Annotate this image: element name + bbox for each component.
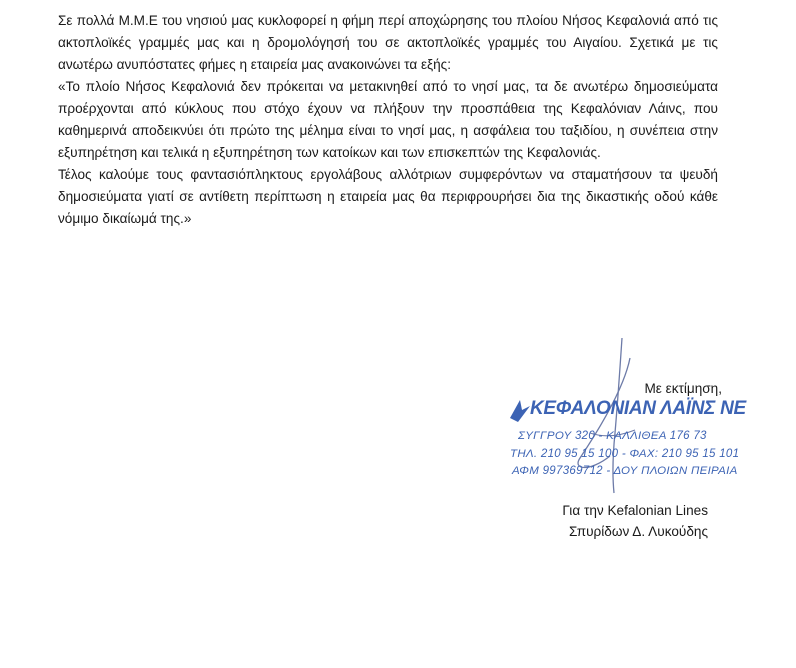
signatory-block — [562, 500, 708, 542]
company-stamp — [508, 396, 768, 490]
paragraph-warning: Τέλος καλούμε τους φαντασιόπληκτους εργολάβους αλλότριων συμφερόντων να σταματήσουν τα ψευδή δημοσιεύματα γιατί σε αντίθετη περίπτωση η εταιρεία μας θα περιφρουρήσει δια της δικαστικής οδού κάθε νόμιμο δικαίωμά της.» — [58, 167, 718, 226]
paragraph-rumor: Σε πολλά Μ.Μ.Ε του νησιού μας κυκλοφορεί η φήμη περί αποχώρησης του πλοίου Νήσος Κεφαλονιά από τις ακτοπλοϊκές γραμμές μας και η δρομολόγησή του σε ακτοπλοϊκές γραμμές του Αιγαίου. Σχετικά με τις ανωτέρω ανυπόστατες φήμες η εταιρεία μας ανακοινώνει τα εξής: — [58, 13, 718, 72]
stamp-address: ΣΥΓΓΡΟΥ 320 - ΚΑΛΛΙΘΕΑ 176 73 — [518, 430, 707, 442]
letter-body — [58, 10, 718, 230]
seagull-logo-icon — [508, 396, 532, 424]
on-behalf-line: Για την Kefalonian Lines — [562, 503, 708, 518]
stamp-company-name: ΚΕΦΑΛΟΝΙΑΝ ΛΑΪΝΣ ΝΕ — [530, 398, 746, 419]
stamp-tax-id: ΑΦΜ 997369712 - ΔΟΥ ΠΛΟΙΩΝ ΠΕΙΡΑΙΑ — [512, 465, 738, 477]
signatory-name: Σπυρίδων Δ. Λυκούδης — [568, 524, 708, 539]
closing-text: Με εκτίμηση, — [644, 381, 722, 396]
stamp-phones: ΤΗΛ. 210 95 15 100 - ΦΑΧ: 210 95 15 101 — [510, 448, 740, 460]
paragraph-statement: «Το πλοίο Νήσος Κεφαλονιά δεν πρόκειται να μετακινηθεί από το νησί μας, τα δε ανωτέρω δημοσιεύματα προέρχονται από κύκλους που στόχο έχουν να πλήξουν την προσπάθεια της Κεφαλόνιαν Λάινς, που καθημερινά αποδεικνύει ότι πρώτο της μέλημα είναι το νησί μας, η ασφάλεια του ταξιδίου, η συνέπεια στην εξυπηρέτηση και τελικά η εξυπηρέτηση των κατοίκων και των επισκεπτών της Κεφαλονιάς. — [58, 79, 718, 160]
